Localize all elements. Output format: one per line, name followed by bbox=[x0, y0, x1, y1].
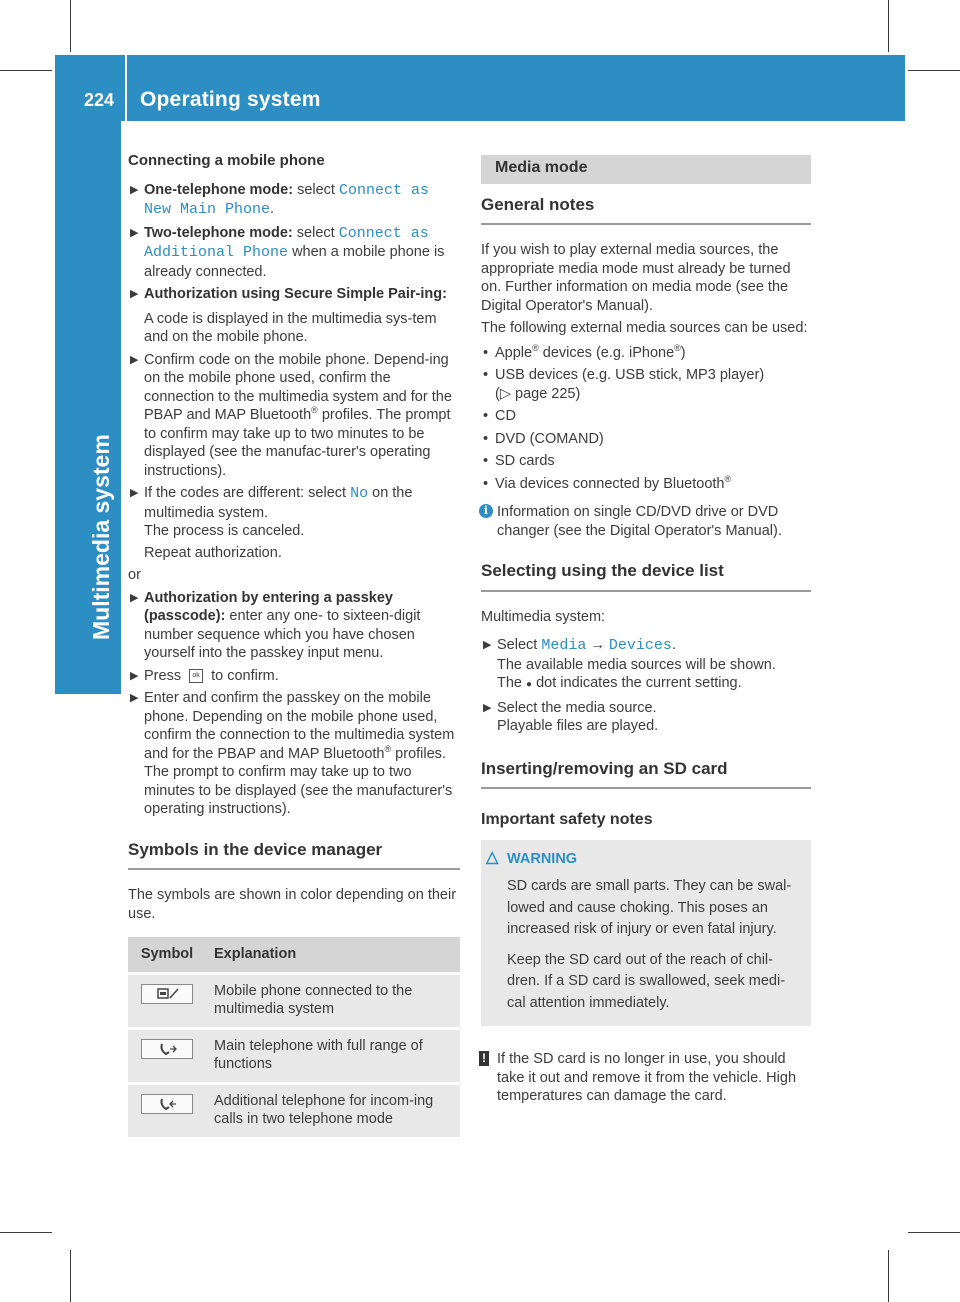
menu-item-code: No bbox=[350, 485, 369, 502]
step-text: Confirm code on the mobile phone. Depend-ing on the mobile phone used, confirm the connection to the multimedia system and for the PBAP and MAP Bluetooth bbox=[144, 351, 452, 423]
header-divider bbox=[125, 55, 127, 121]
step-text: Repeat authorization. bbox=[144, 544, 282, 561]
step-text: dot indicates the current setting. bbox=[536, 675, 742, 691]
step-text: Enter and confirm the passkey on the mobile phone. Depending on the mobile phone used, confirm the connection to the multimedia system and for the PBAP and MAP Bluetooth bbox=[144, 690, 455, 762]
right-column bbox=[481, 155, 811, 1106]
step bbox=[128, 224, 460, 282]
crop-mark bbox=[888, 0, 889, 52]
step-arrow-icon: ▶ bbox=[483, 701, 492, 714]
list-text: Apple bbox=[495, 344, 533, 361]
step-text: profiles. The prompt to confirm may take up to two minutes to be displayed (see the manufac-turer's operating instructions). bbox=[144, 407, 451, 479]
list-text: devices (e.g. iPhone bbox=[542, 344, 675, 361]
warning-text: Keep the SD card out of the reach of chil-dren. If a SD card is swallowed, seek medi-cal attention immediately. bbox=[507, 951, 786, 1011]
list-item: • DVD (COMAND) bbox=[483, 430, 604, 447]
crop-mark bbox=[70, 0, 71, 52]
table-cell: Main telephone with full range of functions bbox=[206, 1028, 460, 1083]
list-item: • USB devices (e.g. USB stick, MP3 player) (▷ page 225) bbox=[483, 367, 765, 402]
step-arrow-icon: ▶ bbox=[130, 353, 139, 366]
step bbox=[481, 699, 811, 736]
crop-mark bbox=[0, 1232, 52, 1233]
crop-mark bbox=[70, 1250, 71, 1302]
crop-mark bbox=[0, 70, 52, 71]
step-bold: Authorization by entering a passkey (passcode): bbox=[144, 589, 393, 624]
step-text: The available media sources will be shown. bbox=[497, 656, 776, 673]
caution-note bbox=[481, 1050, 811, 1106]
registered-mark: ® bbox=[311, 405, 318, 416]
step-arrow-icon: ▶ bbox=[130, 669, 139, 682]
registered-mark: ® bbox=[532, 342, 539, 353]
list-item: • Via devices connected by Bluetooth® bbox=[483, 473, 732, 492]
step-text: The bbox=[497, 675, 522, 691]
step bbox=[128, 667, 460, 686]
list-text: DVD (COMAND) bbox=[495, 430, 604, 447]
step bbox=[128, 181, 460, 220]
sd-card-heading: Inserting/removing an SD card bbox=[481, 760, 811, 790]
table-cell: Mobile phone connected to the multimedia system bbox=[206, 973, 460, 1028]
step-text: . bbox=[671, 637, 676, 653]
info-text: Information on single CD/DVD drive or DVD changer (see the Digital Operator's Manual). bbox=[497, 504, 782, 539]
page-number: 224 bbox=[84, 90, 115, 110]
step bbox=[128, 285, 460, 347]
exclamation-icon: ! bbox=[479, 1051, 489, 1066]
step bbox=[481, 636, 811, 695]
step-text: Press bbox=[144, 667, 182, 684]
phone-connected-icon bbox=[141, 984, 193, 1004]
step-arrow-icon: ▶ bbox=[483, 639, 492, 651]
table-row bbox=[128, 1028, 460, 1083]
warning-label: WARNING bbox=[507, 850, 578, 867]
step-arrow-icon: ▶ bbox=[130, 591, 139, 604]
registered-mark: ® bbox=[384, 743, 392, 754]
step bbox=[128, 484, 460, 562]
note-text: If the SD card is no longer in use, you should take it out and remove it from the vehicle. High temperatures can damage the card. bbox=[497, 1051, 797, 1104]
menu-item-code: Connect as bbox=[338, 224, 429, 242]
step-text: The process is canceled. bbox=[144, 523, 305, 539]
step-arrow-icon: ▶ bbox=[130, 288, 139, 300]
step bbox=[128, 689, 460, 819]
crop-mark bbox=[888, 1250, 889, 1302]
menu-item-code: Media bbox=[541, 637, 587, 654]
menu-item-code: Connect as bbox=[339, 181, 430, 199]
list-text: ) bbox=[680, 344, 686, 361]
list-text: SD cards bbox=[495, 453, 555, 469]
list-text: Via devices connected by Bluetooth bbox=[495, 475, 725, 492]
step-text: profiles. The prompt to confirm may take up to two minutes to be displayed (see the manufacturer's operating instructions). bbox=[144, 745, 453, 817]
step-arrow-icon: ▶ bbox=[130, 487, 139, 499]
menu-item-code: Additional Phone bbox=[144, 244, 289, 261]
table-header-explanation: Explanation bbox=[206, 937, 460, 973]
table-row bbox=[128, 1083, 460, 1137]
list-text: CD bbox=[495, 408, 516, 424]
info-note bbox=[481, 503, 811, 540]
warning-triangle-icon: △ bbox=[486, 848, 499, 866]
step-text: A code is displayed in the multimedia sys-tem and on the mobile phone. bbox=[144, 310, 437, 345]
warning-text: SD cards are small parts. They can be swal-lowed and cause choking. This poses an increased risk of injury or even fatal injury. bbox=[507, 878, 792, 937]
step-arrow-icon: ▶ bbox=[130, 226, 139, 239]
step-text: If the codes are different: select bbox=[144, 485, 347, 501]
table-header-symbol: Symbol bbox=[128, 937, 206, 973]
step-text: enter any one- to sixteen-digit number sequence which you have chosen yourself into the passkey input menu. bbox=[144, 608, 421, 661]
step-text: . bbox=[270, 201, 275, 217]
page-reference-link[interactable]: (▷ page 225) bbox=[495, 385, 581, 402]
step-text: when a mobile phone is already connected. bbox=[144, 244, 445, 280]
step-arrow-icon: ▶ bbox=[130, 692, 139, 704]
warning-heading bbox=[486, 848, 797, 869]
step-text: select bbox=[297, 181, 335, 198]
page-title: Operating system bbox=[140, 88, 321, 111]
side-tab-label: Multimedia system bbox=[88, 434, 114, 640]
step-text: Playable files are played. bbox=[497, 718, 659, 734]
step-bold: One-telephone mode: bbox=[144, 181, 294, 198]
step-text: select bbox=[296, 224, 335, 241]
warning-box bbox=[481, 840, 811, 1027]
crop-mark bbox=[908, 1232, 960, 1233]
table-row bbox=[128, 973, 460, 1028]
safety-heading: Important safety notes bbox=[481, 811, 653, 828]
registered-mark: ® bbox=[674, 342, 681, 353]
connect-heading: Connecting a mobile phone bbox=[128, 152, 325, 169]
multimedia-label: Multimedia system: bbox=[481, 608, 606, 625]
arrow-right-icon: → bbox=[590, 637, 605, 653]
list-item: • SD cards bbox=[483, 453, 555, 469]
main-telephone-icon bbox=[141, 1039, 193, 1059]
paragraph: If you wish to play external media sources, the appropriate media mode must already be turned on. Further information on media mode (see the Digital Operator's Manual). bbox=[481, 242, 791, 314]
general-notes-heading: General notes bbox=[481, 196, 811, 226]
additional-telephone-icon bbox=[141, 1094, 193, 1114]
step-bold: Authorization using Secure Simple Pair-ing: bbox=[144, 286, 447, 302]
info-icon: i bbox=[479, 504, 493, 518]
step-text: on the multimedia system. bbox=[144, 485, 413, 521]
step-text: to confirm. bbox=[211, 667, 279, 684]
step bbox=[128, 589, 460, 663]
select-heading: Selecting using the device list bbox=[481, 562, 811, 592]
table-cell: Additional telephone for incom-ing calls in two telephone mode bbox=[206, 1083, 460, 1137]
menu-item-code: Devices bbox=[608, 637, 672, 654]
list-item: • Apple® devices (e.g. iPhone®) bbox=[483, 342, 686, 361]
dot-icon: ● bbox=[526, 679, 533, 690]
step-arrow-icon: ▶ bbox=[130, 183, 139, 196]
symbols-heading: Symbols in the device manager bbox=[128, 841, 460, 871]
step-text: Select bbox=[497, 637, 538, 653]
step bbox=[128, 351, 460, 481]
or-text: or bbox=[128, 567, 141, 583]
registered-mark: ® bbox=[724, 473, 732, 484]
paragraph: The following external media sources can be used: bbox=[481, 320, 808, 336]
media-mode-heading: Media mode bbox=[481, 155, 811, 184]
step-bold: Two-telephone mode: bbox=[144, 224, 293, 241]
menu-item-code: New Main Phone bbox=[144, 201, 271, 218]
list-text: USB devices (e.g. USB stick, MP3 player) bbox=[495, 367, 765, 383]
list-item: • CD bbox=[483, 408, 516, 424]
ok-button-icon: ok bbox=[189, 669, 203, 683]
step-text: Select the media source. bbox=[497, 699, 657, 716]
symbols-table bbox=[128, 937, 460, 1137]
symbols-intro: The symbols are shown in color depending on their use. bbox=[128, 887, 457, 922]
left-column bbox=[128, 152, 460, 1137]
crop-mark bbox=[908, 70, 960, 71]
